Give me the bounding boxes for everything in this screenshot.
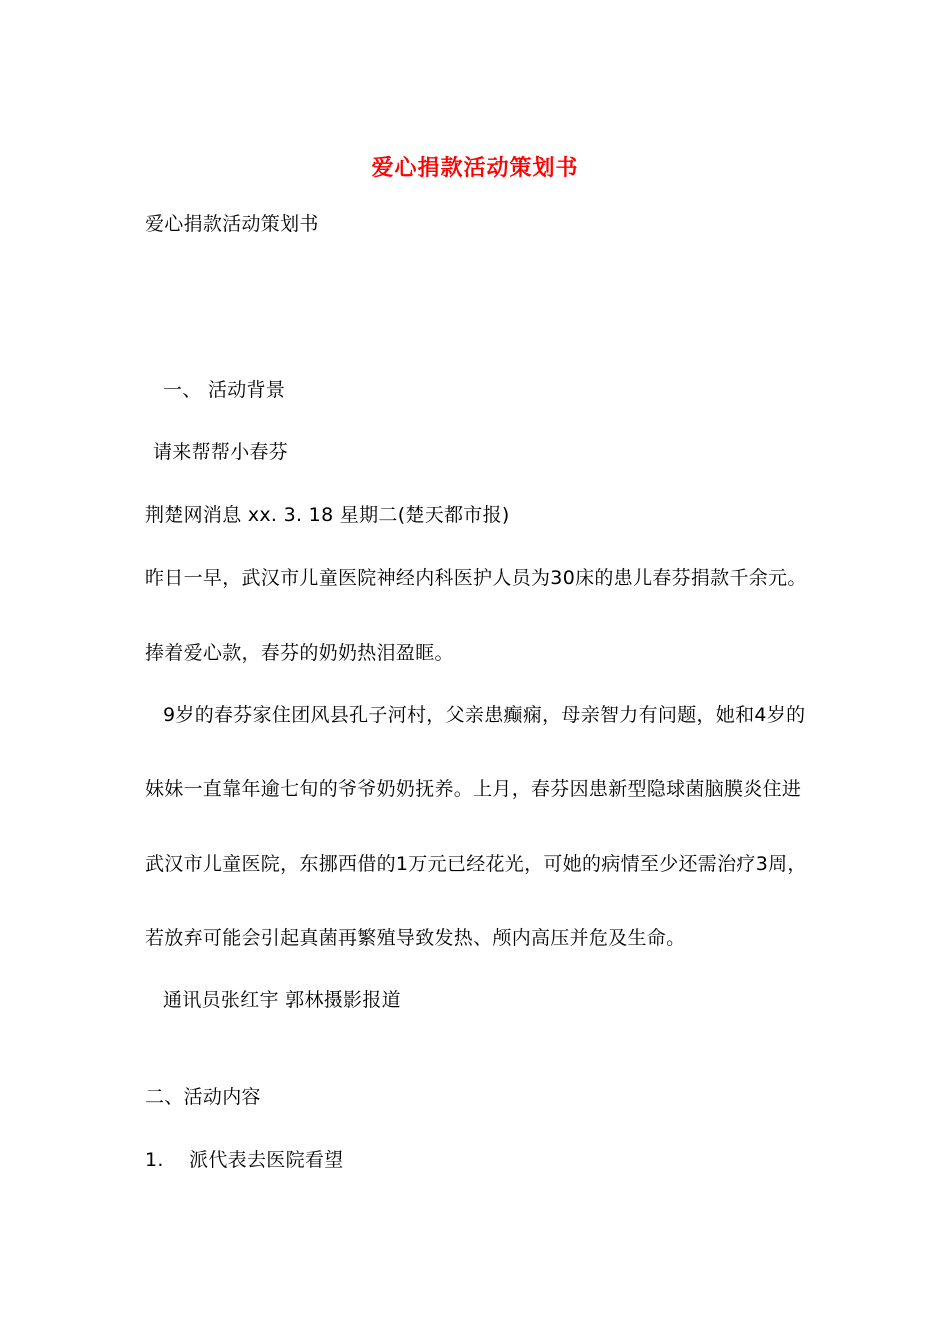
paragraph-donation: 昨日一早，武汉市儿童医院神经内科医护人员为30床的患儿春芬捐款千余元。	[145, 567, 807, 589]
news-source: 荆楚网消息 xx. 3. 18 星期二(楚天都市报)	[145, 504, 510, 526]
paragraph-story-line-2: 妹妹一直靠年逾七旬的爷爷奶奶抚养。上月，春芬因患新型隐球菌脑膜炎住进	[145, 778, 802, 800]
document-title: 爱心捐款活动策划书	[371, 156, 579, 181]
paragraph-grandmother: 捧着爱心款，春芬的奶奶热泪盈眶。	[145, 642, 454, 664]
section-heading-background: 一、 活动背景	[163, 379, 286, 401]
section-heading-content: 二、活动内容	[145, 1086, 261, 1108]
document-subtitle: 爱心捐款活动策划书	[145, 213, 319, 235]
paragraph-story-line-1: 9岁的春芬家住团风县孔子河村，父亲患癫痫，母亲智力有问题，她和4岁的	[163, 704, 806, 726]
paragraph-story-line-4: 若放弃可能会引起真菌再繁殖导致发热、颅内高压并危及生命。	[145, 927, 686, 949]
reporter-credit: 通讯员张红宇 郭林摄影报道	[163, 989, 401, 1011]
list-item-hospital-visit: 1. 派代表去医院看望	[145, 1149, 344, 1171]
paragraph-story-line-3: 武汉市儿童医院，东挪西借的1万元已经花光，可她的病情至少还需治疗3周，	[145, 853, 807, 875]
news-title: 请来帮帮小春芬	[153, 441, 289, 463]
